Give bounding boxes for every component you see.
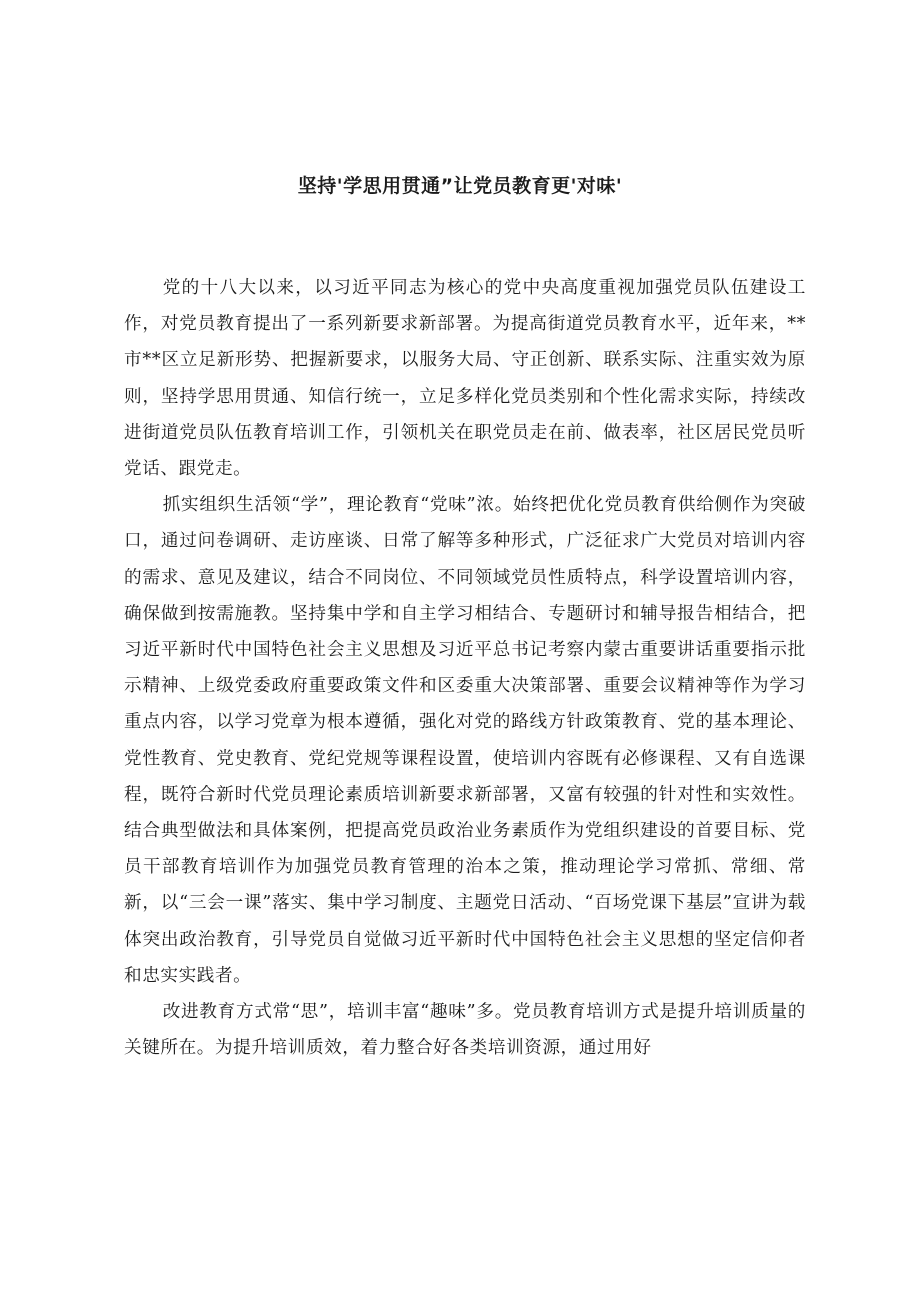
document-title: 坚持'学思用贯通”让党员教育更'对味' [297, 175, 623, 197]
body-paragraph: 改进教育方式常“思”，培训丰富“趣味”多。党员教育培训方式是提升培训质量的关键所在。为提升培训质效，着力整合好各类培训资源，通过用好 [124, 1002, 806, 1059]
document-body [124, 270, 806, 1066]
body-paragraph: 党的十八大以来，以习近平同志为核心的党中央高度重视加强党员队伍建设工作，对党员教育提出了一系列新要求新部署。为提高街道党员教育水平，近年来，**市**区立足新形势、把握新要求，以服务大局、守正创新、联系实际、注重实效为原则，坚持学思用贯通、知信行统一，立足多样化党员类别和个性化需求实际，持续改进街道党员队伍教育培训工作，引领机关在职党员走在前、做表率，社区居民党员听党话、跟党走。 [124, 278, 806, 480]
body-paragraph: 抓实组织生活领“学”，理论教育“党味”浓。始终把优化党员教育供给侧作为突破口，通过问卷调研、走访座谈、日常了解等多种形式，广泛征求广大党员对培训内容的需求、意见及建议，结合不同岗位、不同领域党员性质特点，科学设置培训内容，确保做到按需施教。坚持集中学和自主学习相结合、专题研讨和辅导报告相结合，把习近平新时代中国特色社会主义思想及习近平总书记考察内蒙古重要讲话重要指示批示精神、上级党委政府重要政策文件和区委重大决策部署、重要会议精神等作为学习重点内容，以学习党章为根本遵循，强化对党的路线方针政策教育、党的基本理论、党性教育、党史教育、党纪党规等课程设置，使培训内容既有必修课程、又有自选课程，既符合新时代党员理论素质培训新要求新部署，又富有较强的针对性和实效性。结合典型做法和具体案例，把提高党员政治业务素质作为党组织建设的首要目标、党员干部教育培训作为加强党员教育管理的治本之策，推动理论学习常抓、常细、常新，以“三会一课”落实、集中学习制度、主题党日活动、“百场党课下基层”宣讲为载体突出政治教育，引导党员自觉做习近平新时代中国特色社会主义思想的坚定信仰者和忠实实践者。 [124, 495, 806, 986]
